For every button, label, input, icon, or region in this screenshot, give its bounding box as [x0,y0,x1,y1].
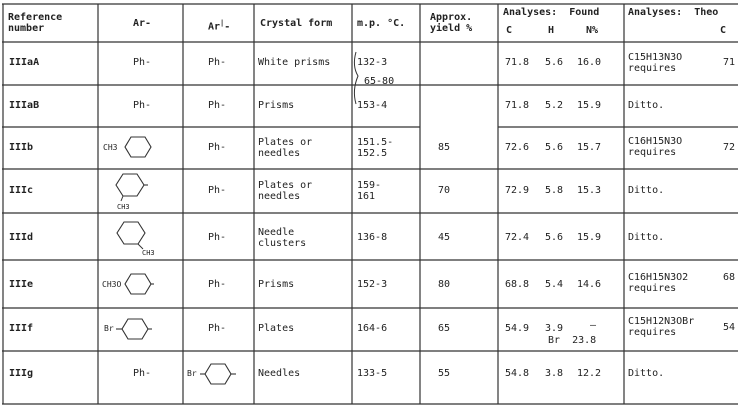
header-yield: Approx. yield % [430,12,473,34]
cell-requires: requires [628,283,677,294]
cell-mp: 133-5 [357,368,388,379]
cell-formula: C15H12N3OBr [628,316,695,327]
cell-n: 14.6 [577,279,602,290]
cell-ref: IIIc [9,185,34,196]
cell-ref: IIIaA [9,57,40,68]
cell-mp: 136-8 [357,232,388,243]
cell-crystal: Needle clusters [258,227,307,249]
cell-mp: 132-3 [357,57,388,68]
cell-ref: IIIe [9,279,34,290]
cell-n: 16.0 [577,57,602,68]
cell-crystal: Plates or needles [258,180,313,202]
ch3-label: CH3 [117,203,130,211]
ch3-label: CH3 [103,143,118,152]
cell-mp: 153-4 [357,100,388,111]
header-reference: Reference number [8,12,63,34]
cell-n: 15.9 [577,232,602,243]
cell-h: 5.4 [545,279,564,290]
cell-mp: 151.5- 152.5 [357,137,394,159]
cell-formula: C16H15N3O [628,136,683,147]
cell-formula: Ditto. [628,232,665,243]
cell-theory: 72 [723,142,736,153]
cell-crystal: Prisms [258,100,295,111]
cell-crystal: Plates [258,323,295,334]
cell-n: 15.9 [577,100,602,111]
header-found-c: C [506,25,513,36]
cell-ref: IIIaB [9,100,40,111]
cell-yield: 55 [438,368,451,379]
cell-theory: 54 [723,322,736,333]
cell-mp: 152-3 [357,279,388,290]
cell-h: 5.6 [545,142,564,153]
cell-n: 15.3 [577,185,602,196]
br-label: Br [187,369,197,378]
cell-ref: IIIb [9,142,34,153]
header-theory-c: C [720,25,727,36]
cell-n: 12.2 [577,368,602,379]
cell-requires: requires [628,147,677,158]
cell-c: 72.9 [505,185,530,196]
anisyl-ring-icon [124,272,154,296]
cell-h: 3.9 [545,323,564,334]
header-crystal-form: Crystal form [260,18,333,29]
cell-n: 15.7 [577,142,602,153]
header-found-h: H [548,25,555,36]
cell-formula: Ditto. [628,185,665,196]
header-mp: m.p. °C. [357,18,406,29]
cell-h: 5.2 [545,100,564,111]
cell-ar1: Ph- [208,185,227,196]
ch3-label: CH3 [142,249,155,257]
cell-requires: requires [628,327,677,338]
cell-crystal: Prisms [258,279,295,290]
cell-theory: 71 [723,57,736,68]
header-theory: Analyses: Theo [628,7,719,18]
cell-formula: Ditto. [628,368,665,379]
cell-yield: 80 [438,279,451,290]
cell-c: 71.8 [505,57,530,68]
cell-ar1: Ph- [208,100,227,111]
cell-c: 72.4 [505,232,530,243]
cell-h: 5.6 [545,57,564,68]
cell-ar1: Ph- [208,279,227,290]
cell-ar1: Ph- [208,232,227,243]
cell-formula: C15H13N3O [628,52,683,63]
cell-ref: IIIg [9,368,34,379]
benzene-ring-icon [124,135,152,159]
cell-h: 5.6 [545,232,564,243]
cell-yield-merged: 65-80 [364,76,395,87]
cell-ref: IIId [9,232,34,243]
cell-c: 54.8 [505,368,530,379]
header-ar: Ar- [133,18,152,29]
cell-c: 54.9 [505,323,530,334]
cell-theory: 68 [723,272,736,283]
cell-formula: Ditto. [628,100,665,111]
cell-h: 5.8 [545,185,564,196]
cell-n: — [590,320,597,331]
cell-ar: Ph- [133,100,152,111]
cell-yield: 65 [438,323,451,334]
cell-c: 71.8 [505,100,530,111]
cell-ref: IIIf [9,323,34,334]
cell-crystal: White prisms [258,57,331,68]
cell-ar: Ph- [133,57,152,68]
cell-yield: 45 [438,232,451,243]
header-found-n: N% [586,25,599,36]
cell-br: Br 23.8 [548,335,597,346]
cell-yield: 70 [438,185,451,196]
ch3o-label: CH3O [102,280,122,289]
bromophenyl-ring-icon [200,362,236,386]
cell-requires: requires [628,63,677,74]
bromophenyl-ring-icon [116,317,152,341]
cell-ar1: Ph- [208,323,227,334]
cell-mp: 164-6 [357,323,388,334]
cell-c: 72.6 [505,142,530,153]
br-label: Br [104,324,114,333]
header-ar1: Ar|- [208,19,231,33]
cell-mp: 159- 161 [357,180,382,202]
cell-ar: Ph- [133,368,152,379]
cell-yield: 85 [438,142,451,153]
cell-crystal: Plates or needles [258,137,313,159]
cell-crystal: Needles [258,368,301,379]
cell-h: 3.8 [545,368,564,379]
cell-c: 68.8 [505,279,530,290]
cell-ar1: Ph- [208,142,227,153]
header-found: Analyses: Found [503,7,600,18]
cell-formula: C16H15N3O2 [628,272,689,283]
cell-ar1: Ph- [208,57,227,68]
